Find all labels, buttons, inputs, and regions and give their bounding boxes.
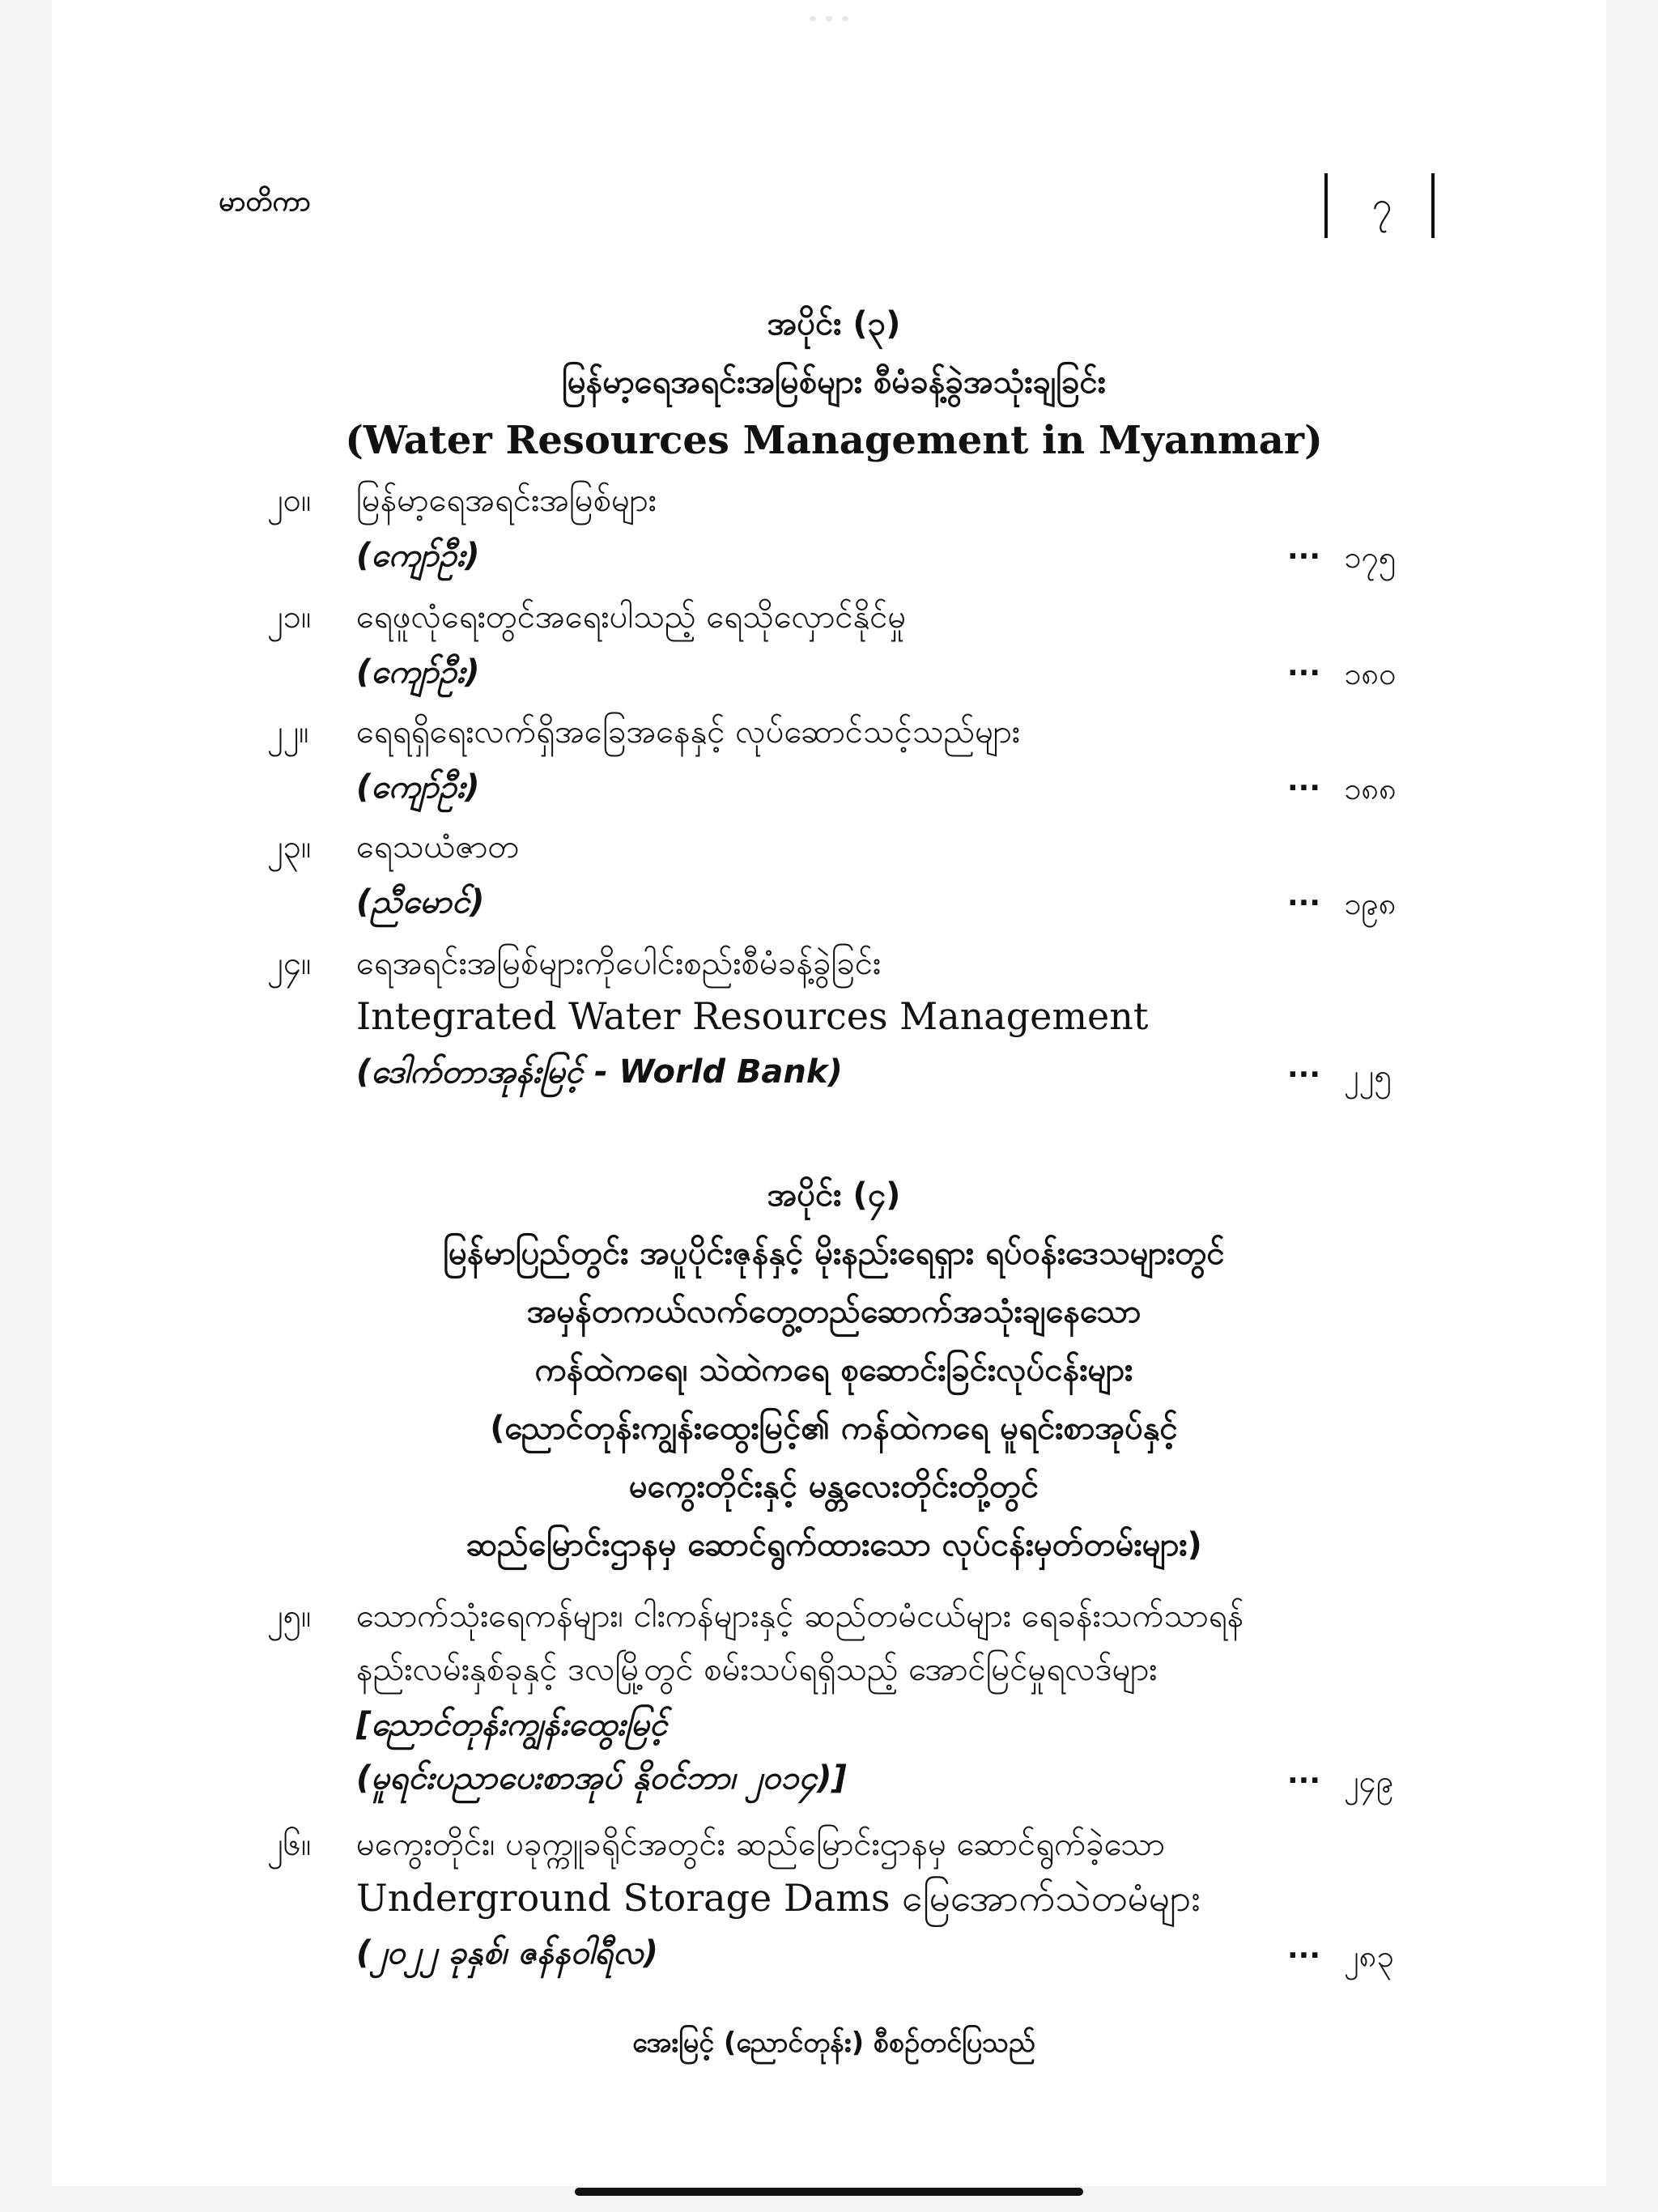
part3-title-mm: မြန်မာ့ရေအရင်းအမြစ်များ စီမံခန့်ခွဲအသုံးချခြင်း [562,364,1106,401]
entry-author: [ညောင်တုန်းကျွန်းထွေးမြင့် [356,1706,668,1743]
entry-number: ၂၁။ [267,598,312,636]
leader-dots: ... [1287,879,1321,912]
entry-title-en: Integrated Water Resources Management [356,994,1149,1038]
entry-author: (ကျော်ဦး) [356,653,480,691]
home-indicator[interactable] [575,2188,1083,2196]
entry-page: ၂၂၅ [1344,1057,1392,1093]
entry-author: (၂၀၂၂ ခုနှစ်၊ ဇန်နဝါရီလ) [356,1934,658,1972]
part4-title-line: အမှန်တကယ်လက်တွေ့တည်ဆောက်အသုံးချနေသော [526,1293,1141,1330]
entry-title: မြန်မာ့ရေအရင်းအမြစ်များ [356,482,657,519]
leader-dots: ... [1287,1932,1321,1965]
entry-title: မကွေးတိုင်း၊ ပခုက္ကူခရိုင်အတွင်း ဆည်မြောင်းဌာနမှ ဆောင်ရွက်ခဲ့သော [356,1826,1166,1863]
part4-title-line: မကွေးတိုင်းနှင့် မန္တလေးတိုင်းတို့တွင် [628,1468,1039,1505]
page-number: ၇ [1371,185,1392,226]
entry-number: ၂၃။ [267,828,312,866]
part3-heading [243,295,1425,470]
leader-dots: ... [1287,1051,1321,1084]
entry-page: ၁၇၅ [1344,539,1397,575]
page-number-rule-left [1324,173,1328,238]
part4-title-line: ဆည်မြောင်းဌာနမှ ဆောင်ရွက်ထားသော လုပ်ငန်းမှတ်တမ်းများ) [466,1526,1202,1563]
entry-number: ၂၅။ [267,1597,312,1635]
window-drag-handle[interactable] [810,16,848,21]
part4-title-line: မြန်မာပြည်တွင်း အပူပိုင်းဇုန်နှင့် မိုးနည်းရေရှား ရပ်ဝန်းဒေသများတွင် [443,1235,1225,1272]
leader-dots: ... [1287,1757,1321,1790]
page-number-rule-right [1431,173,1435,238]
part3-title-en: (Water Resources Management in Myanmar) [345,418,1323,463]
entry-author: (ကျော်ဦး) [356,537,480,574]
entry-title: ရေဖူလုံရေးတွင်အရေးပါသည့် ရေသိုလှောင်နိုင်မှု [356,598,907,636]
entry-number: ၂၆။ [267,1826,312,1863]
part4-label: အပိုင်း (၄) [767,1176,901,1214]
entry-title: ရေသယံဇာတ [356,828,520,866]
entry-author-cont: (မူရင်းပညာပေးစာအုပ် နိုဝင်ဘာ၊ ၂၀၁၄)] [356,1759,847,1797]
entry-page: ၁၉၈ [1344,886,1397,921]
entry-title: ရေရရှိရေးလက်ရှိအခြေအနေနှင့် လုပ်ဆောင်သင့်သည်များ [356,713,1020,751]
compiler-credit: အေးမြင့် (ညောင်တုန်း) စီစဉ်တင်ပြသည် [632,2027,1035,2059]
entry-title: ရေအရင်းအမြစ်များကိုပေါင်းစည်းစီမံခန့်ခွဲခြင်း [356,945,882,982]
entry-title: သောက်သုံးရေကန်များ၊ ငါးကန်များနှင့် ဆည်တမံငယ်များ ရေခန်းသက်သာရန် [356,1597,1244,1635]
entry-author: (ညီမောင်) [356,883,485,921]
part4-title-line: ကန်ထဲကရေ၊ သဲထဲကရေ စုဆောင်းခြင်းလုပ်ငန်းများ [534,1351,1133,1389]
part4-heading [243,1166,1425,1574]
running-header-title: မာတိကာ [219,185,311,218]
entry-title-cont: နည်းလမ်းနှစ်ခုနှင့် ဒလမြို့တွင် စမ်းသပ်ရရှိသည့် အောင်မြင်မှုရလဒ်များ [356,1651,1158,1688]
entry-number: ၂၂။ [267,713,309,751]
leader-dots: ... [1287,764,1321,798]
entry-page: ၂၄၉ [1344,1763,1394,1799]
entry-author: (ကျော်ဦး) [356,768,480,806]
entry-page: ၁၈၈ [1344,771,1397,806]
entry-page: ၂၈၃ [1344,1938,1394,1974]
leader-dots: ... [1287,649,1321,683]
entry-author: (ဒေါက်တာအုန်းမြင့် - World Bank) [356,1053,843,1091]
entry-number: ၂၀။ [267,482,312,519]
part3-label: အပိုင်း (၃) [767,305,901,342]
entry-number: ၂၄။ [267,945,312,982]
leader-dots: ... [1287,533,1321,566]
entry-page: ၁၈၀ [1344,656,1397,691]
entry-title-en: Underground Storage Dams မြေအောက်သဲတမံများ [356,1876,1201,1920]
part4-title-line: (ညောင်တုန်းကျွန်းထွေးမြင့်၏ ကန်ထဲကရေ မူရင်းစာအုပ်နှင့် [490,1410,1178,1447]
